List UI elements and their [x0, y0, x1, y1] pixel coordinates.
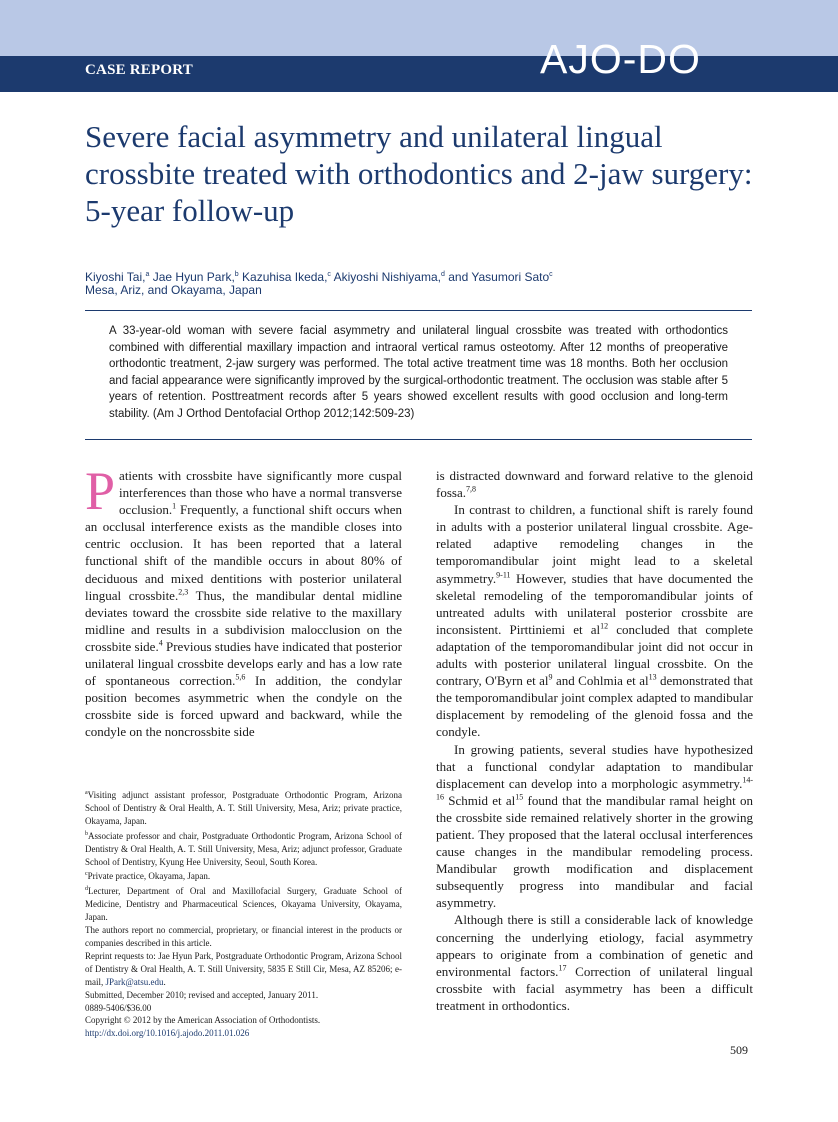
body-column-right: [436, 467, 753, 1014]
author-affil: c: [327, 271, 331, 278]
reference-citation[interactable]: 13: [648, 672, 657, 682]
body-paragraph: [436, 501, 753, 740]
footnotes: [85, 787, 402, 1040]
abstract: A 33-year-old woman with severe facial asymmetry and unilateral lingual crossbite was treated with orthodontics combined with differential maxillary impaction and intraoral vertical ramus osteotomy. After 12 months of preoperative orthodontic treatment, 2-jaw surgery was performed. The total active treatment time was 18 months. Both her occlusion and facial appearance were significantly improved by the surgical-orthodontic treatment. The occlusion was stable after 5 years of retention. Posttreatment records after 5 years showed excellent results with good occlusion and long-term stability. (Am J Orthod Dentofacial Orthop 2012;142:509-23): [109, 325, 728, 420]
author: Akiyoshi Nishiyama,: [333, 270, 441, 284]
author: and Yasumori Sato: [448, 270, 550, 284]
author-affil: d: [440, 271, 445, 278]
body-paragraph: [436, 467, 753, 501]
body-column-left: [85, 461, 402, 741]
drop-cap: P: [85, 461, 116, 521]
footnote-affiliation: $^c$Private practice, Okayama, Japan.: [85, 871, 211, 882]
text-run: In contrast to children, a functional shift is rarely found in adults with a posterior unilateral lingual crossbite. Age-related adaptive remodeling changes in the temporomandibular joint might lead to a skeletal asymmetry.: [436, 502, 753, 586]
text-run: Frequently, a functional shift occurs when an occlusal interference exists as the mandible closes into centric occlusion. It has been reported that a lateral functional shift of the mandible occurs in about 80% of deciduous and mixed dentitions with posterior unilateral lingual crossbite.: [85, 502, 402, 603]
text-run: is distracted downward and forward relative to the glenoid fossa.: [436, 468, 753, 501]
body-paragraph: [85, 461, 402, 741]
header-top-band: [0, 0, 838, 56]
text-run: concluded that complete adaptation of the temporomandibular joint did not occur in adults with posterior unilateral lingual crossbite. On the contrary, O'Byrn et al: [436, 621, 754, 689]
email-link[interactable]: JPark@atsu.edu: [105, 976, 164, 987]
text-run: Correction of unilateral lingual crossbite with facial asymmetry has been a difficult treatment in orthodontics.: [436, 963, 753, 1013]
author: Kiyoshi Tai,: [85, 270, 146, 284]
text-run: atients with crossbite have significantly more cuspal interferences than those who have a normal transverse occlusion.: [119, 468, 402, 518]
text-run: In growing patients, several studies have hypothesized that a functional condylar adaptation to mandibular displacement can develop into a morphologic asymmetry.: [436, 741, 753, 791]
journal-logo: AJO-DO: [540, 36, 701, 82]
footnote-affiliation: $^b$Associate professor and chair, Postgraduate Orthodontic Program, Arizona School of Dentistry & Oral Health, A. T. Still University, Mesa, Ariz; adjunct professor, Graduate School of Dentistry, Kyung Hee University, Seoul, South Korea.: [85, 830, 402, 867]
author: Kazuhisa Ikeda,: [242, 270, 328, 284]
author-affil: a: [145, 271, 150, 278]
reference-citation[interactable]: 4: [158, 638, 163, 648]
footnote-disclosure: The authors report no commercial, proprietary, or financial interest in the products or companies described in this article.: [85, 925, 402, 948]
footnote-affiliation: $^d$Lecturer, Department of Oral and Maxillofacial Surgery, Graduate School of Medicine, Dentistry and Pharmaceutical Sciences, Okayama University, Okayama, Japan.: [85, 886, 402, 923]
doi-link[interactable]: http://dx.doi.org/10.1016/j.ajodo.2011.01.026: [85, 1028, 250, 1039]
text-run: and Cohlmia et al: [552, 673, 649, 689]
reference-citation[interactable]: 9-11: [496, 570, 511, 580]
reference-citation[interactable]: 9: [548, 672, 553, 682]
footnote-affiliation: $^a$Visiting adjunct assistant professor, Postgraduate Orthodontic Program, Arizona School of Dentistry & Oral Health, A. T. Still University, Mesa, Ariz; private practice, Okayama, Japan.: [85, 790, 402, 826]
abstract-top-rule: [85, 310, 752, 311]
text-run: Previous studies have indicated that posterior unilateral lingual crossbite develops early and has a low rate of spontaneous correction.: [85, 638, 402, 689]
footnote-issn: 0889-5406/$36.00: [85, 1002, 152, 1013]
footnote-submitted: Submitted, December 2010; revised and accepted, January 2011.: [85, 989, 319, 1000]
text-run: In addition, the condylar position becomes asymmetric when the condyle on the crossbite side is forced upward and backward, while the condyle on the noncrossbite side: [85, 673, 402, 740]
reference-citation[interactable]: 15: [515, 792, 524, 802]
author-affil: b: [234, 271, 239, 278]
text-run: However, studies that have documented the skeletal remodeling of the temporomandibular joints of untreated adults with unilateral posterior crossbite are inconsistent. Pirttiniemi et al: [436, 570, 753, 637]
reference-citation[interactable]: 1: [172, 501, 177, 511]
author: Jae Hyun Park,: [152, 270, 235, 284]
body-paragraph: [436, 741, 753, 912]
author-affil: c: [549, 271, 553, 278]
body-paragraph: [436, 911, 753, 1014]
footnote-copyright: Copyright © 2012 by the American Association of Orthodontists.: [85, 1015, 321, 1026]
footnote-reprint: Reprint requests to: Jae Hyun Park, Postgraduate Orthodontic Program, Arizona School of Dentistry & Oral Health, A. T. Still University, 5835 E Still Cir, Mesa, AZ 85206; e-mail, JPark@atsu.edu.: [85, 950, 402, 987]
reference-citation[interactable]: 12: [600, 621, 609, 631]
text-run: found that the mandibular ramal height on the crossbite side remained relatively shorter in the growing patient. They proposed that the lateral occlusal interferences cause changes in the mandibular remodeling process. Mandibular growth modification and displacement subsequently progress into mandibular and facial asymmetry.: [436, 792, 753, 911]
text-run: Although there is still a considerable lack of knowledge concerning the underlying etiology, facial asymmetry appears to originate from a combination of genetic and environmental factors.: [436, 912, 753, 979]
reference-citation[interactable]: 7,8: [465, 484, 476, 494]
reference-citation[interactable]: 5,6: [235, 672, 246, 682]
reference-citation[interactable]: 14-16: [436, 775, 753, 802]
author-location: Mesa, Ariz, and Okayama, Japan: [85, 283, 262, 297]
reference-citation[interactable]: 2,3: [178, 587, 189, 597]
reference-citation[interactable]: 17: [558, 963, 567, 973]
text-run: demonstrated that the temporomandibular joint complex adapted to mandibular displacement by remodeling of the glenoid fossa and the condyle.: [436, 673, 753, 740]
page-number: 509: [730, 1043, 748, 1057]
abstract-bottom-rule: [85, 439, 752, 440]
section-label: CASE REPORT: [85, 62, 193, 78]
article-title: Severe facial asymmetry and unilateral lingual crossbite treated with orthodontics and 2-jaw surgery: 5-year follow-up: [85, 119, 753, 228]
text-run: Thus, the mandibular dental midline deviates toward the crossbite side relative to the maxillary midline and results in a subdivision malocclusion on the crossbite side.: [85, 587, 402, 654]
text-run: Schmid et al: [444, 792, 516, 808]
